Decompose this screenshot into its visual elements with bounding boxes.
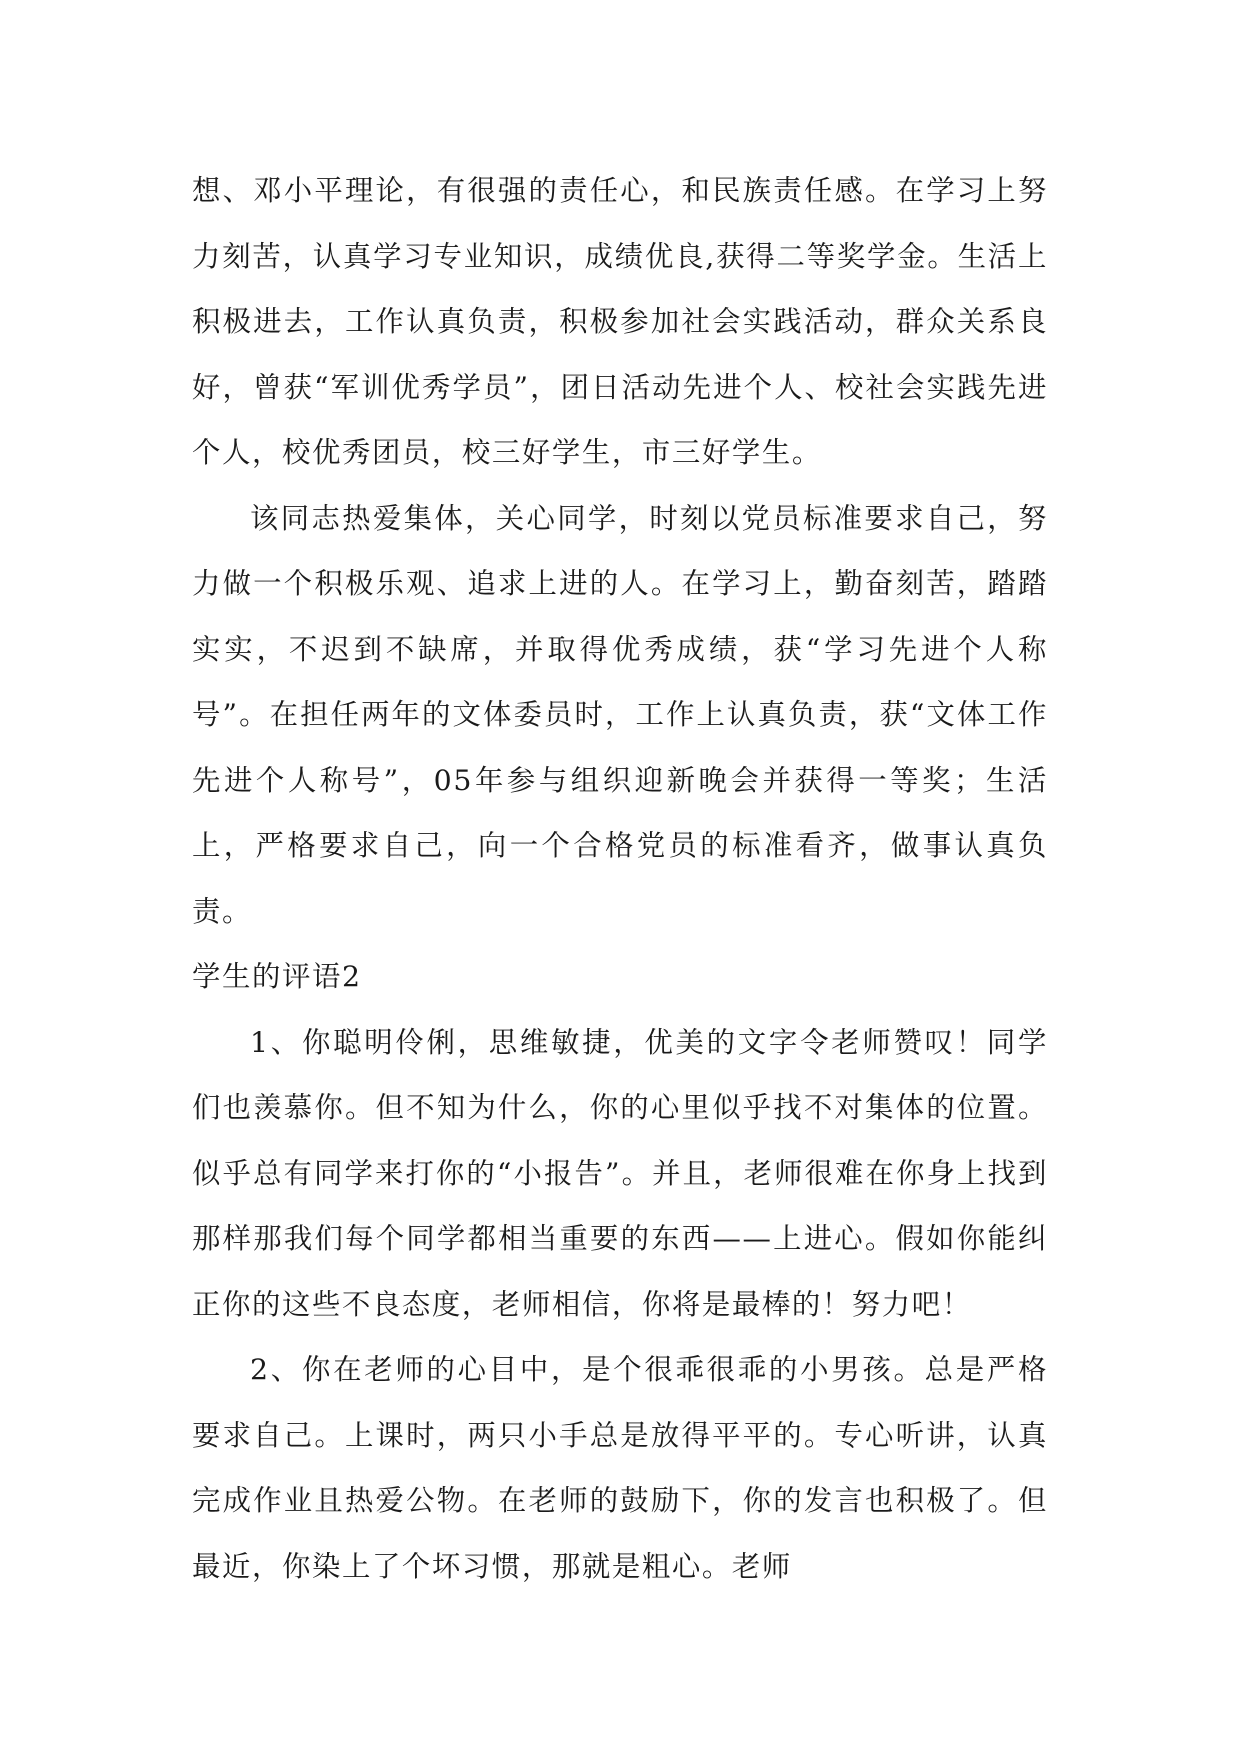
paragraph-continuation: 想、邓小平理论，有很强的责任心，和民族责任感。在学习上努力刻苦，认真学习专业知识，成绩优良,获得二等奖学金。生活上积极进去，工作认真负责，积极参加社会实践活动，群众关系良好，曾获“军训优秀学员”，团日活动先进个人、校社会实践先进个人，校优秀团员，校三好学生，市三好学生。 [192, 174, 1048, 469]
paragraph-evaluation: 该同志热爱集体，关心同学，时刻以党员标准要求自己，努力做一个积极乐观、追求上进的人。在学习上，勤奋刻苦，踏踏实实，不迟到不缺席，并取得优秀成绩，获“学习先进个人称号”。在担任两年的文体委员时，工作上认真负责，获“文体工作先进个人称号”，05年参与组织迎新晚会并获得一等奖；生活上，严格要求自己，向一个合格党员的标准看齐，做事认真负责。 [192, 501, 1048, 928]
comment-item: 1、你聪明伶俐，思维敏捷，优美的文字令老师赞叹！同学们也羡慕你。但不知为什么，你的心里似乎找不对集体的位置。似乎总有同学来打你的“小报告”。并且，老师很难在你身上找到那样那我们每个同学都相当重要的东西——上进心。假如你能纠正你的这些不良态度，老师相信，你将是最棒的！努力吧！ [192, 1025, 1048, 1321]
section-heading: 学生的评语2 [192, 960, 362, 993]
comment-item: 2、你在老师的心目中，是个很乖很乖的小男孩。总是严格要求自己。上课时，两只小手总是放得平平的。专心听讲，认真完成作业且热爱公物。在老师的鼓励下，你的发言也积极了。但最近，你染上了个坏习惯，那就是粗心。老师 [192, 1353, 1048, 1583]
document-body [192, 158, 1048, 1599]
